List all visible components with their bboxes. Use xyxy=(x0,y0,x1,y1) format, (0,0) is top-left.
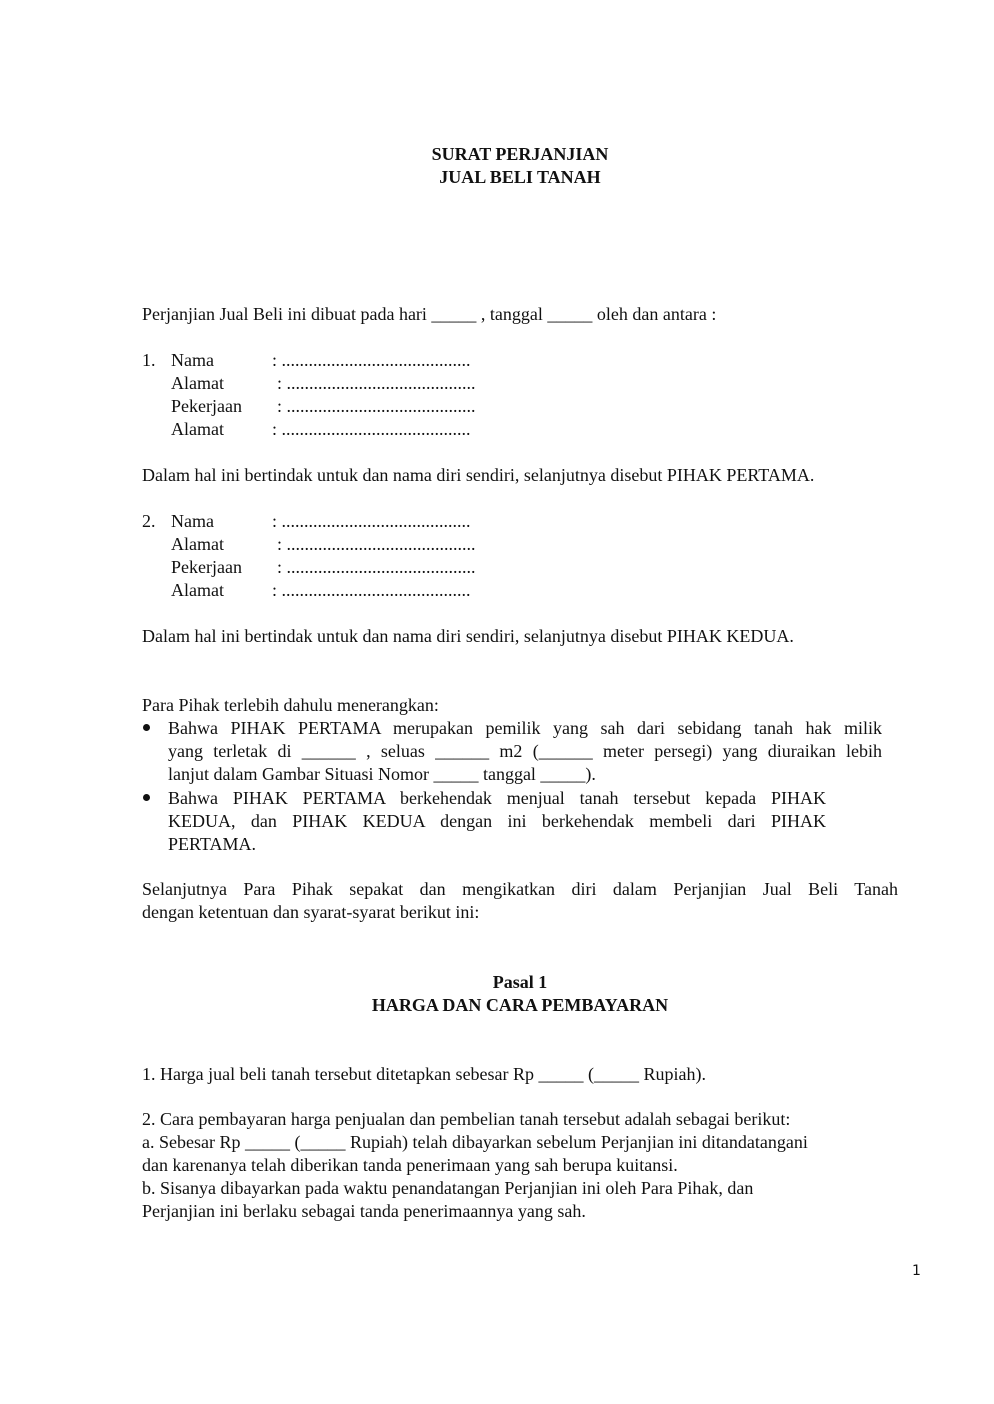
page-number: 1 xyxy=(912,1263,921,1279)
agreement-line-1: Selanjutnya Para Pihak sepakat dan mengikatkan diri dalam Perjanjian Jual Beli Tanah xyxy=(142,879,898,899)
agreement-line-2: dengan ketentuan dan syarat-syarat berikut ini: xyxy=(142,902,480,922)
party-1-statement: Dalam hal ini bertindak untuk dan nama diri sendiri, selanjutnya disebut PIHAK PERTAMA. xyxy=(142,465,815,485)
party-1-occupation-label: Pekerjaan xyxy=(171,396,242,416)
document-title: SURAT PERJANJIAN xyxy=(431,144,609,164)
party-1-address2-value: : .......................................... xyxy=(272,419,471,439)
party-2-address-label: Alamat xyxy=(171,534,224,554)
party-1-number: 1. xyxy=(142,350,156,370)
pasal-1-item-2-line-1: 2. Cara pembayaran harga penjualan dan pembelian tanah tersebut adalah sebagai berikut: xyxy=(142,1109,791,1129)
recital-1-line-1: Bahwa PIHAK PERTAMA merupakan pemilik yang sah dari sebidang tanah hak milik xyxy=(168,718,882,738)
recital-2-line-3: PERTAMA. xyxy=(168,834,256,854)
party-1-address-label: Alamat xyxy=(171,373,224,393)
party-2-statement: Dalam hal ini bertindak untuk dan nama diri sendiri, selanjutnya disebut PIHAK KEDUA. xyxy=(142,626,794,646)
pasal-1-heading: Pasal 1 xyxy=(492,972,548,992)
party-1-occupation-value: : .......................................... xyxy=(277,396,476,416)
recital-1-line-2: yang terletak di ______ , seluas ______ m2 (______ meter persegi) yang diuraikan lebih xyxy=(168,741,882,761)
party-2-address-value: : .......................................... xyxy=(277,534,476,554)
party-2-occupation-value: : .......................................... xyxy=(277,557,476,577)
recital-2-line-2: KEDUA, dan PIHAK KEDUA dengan ini berkehendak membeli dari PIHAK xyxy=(168,811,826,831)
recital-1-line-3: lanjut dalam Gambar Situasi Nomor _____ tanggal _____). xyxy=(168,764,596,784)
pasal-1-item-2-line-2: a. Sebesar Rp _____ (_____ Rupiah) telah dibayarkan sebelum Perjanjian ini ditandatangani xyxy=(142,1132,808,1152)
pasal-1-item-2-line-4: b. Sisanya dibayarkan pada waktu penandatangan Perjanjian ini oleh Para Pihak, dan xyxy=(142,1178,754,1198)
party-2-address2-label: Alamat xyxy=(171,580,224,600)
bullet-icon xyxy=(143,724,150,731)
recital-2-line-1: Bahwa PIHAK PERTAMA berkehendak menjual tanah tersebut kepada PIHAK xyxy=(168,788,826,808)
pasal-1-item-1: 1. Harga jual beli tanah tersebut ditetapkan sebesar Rp _____ (_____ Rupiah). xyxy=(142,1064,707,1084)
party-2-address2-value: : .......................................... xyxy=(272,580,471,600)
party-1-name-value: : .......................................... xyxy=(272,350,471,370)
party-2-name-label: Nama xyxy=(171,511,214,531)
document-subtitle: JUAL BELI TANAH xyxy=(439,167,601,187)
party-2-number: 2. xyxy=(142,511,156,531)
pasal-1-item-2-line-5: Perjanjian ini berlaku sebagai tanda penerimaannya yang sah. xyxy=(142,1201,586,1221)
party-2-name-value: : .......................................... xyxy=(272,511,471,531)
party-2-occupation-label: Pekerjaan xyxy=(171,557,242,577)
intro-paragraph: Perjanjian Jual Beli ini dibuat pada hari _____ , tanggal _____ oleh dan antara : xyxy=(142,304,717,324)
party-1-address-value: : .......................................... xyxy=(277,373,476,393)
pasal-1-subheading: HARGA DAN CARA PEMBAYARAN xyxy=(371,995,669,1015)
bullet-icon xyxy=(143,794,150,801)
recitals-heading: Para Pihak terlebih dahulu menerangkan: xyxy=(142,695,439,715)
pasal-1-item-2-line-3: dan karenanya telah diberikan tanda penerimaan yang sah berupa kuitansi. xyxy=(142,1155,678,1175)
party-1-name-label: Nama xyxy=(171,350,214,370)
party-1-address2-label: Alamat xyxy=(171,419,224,439)
